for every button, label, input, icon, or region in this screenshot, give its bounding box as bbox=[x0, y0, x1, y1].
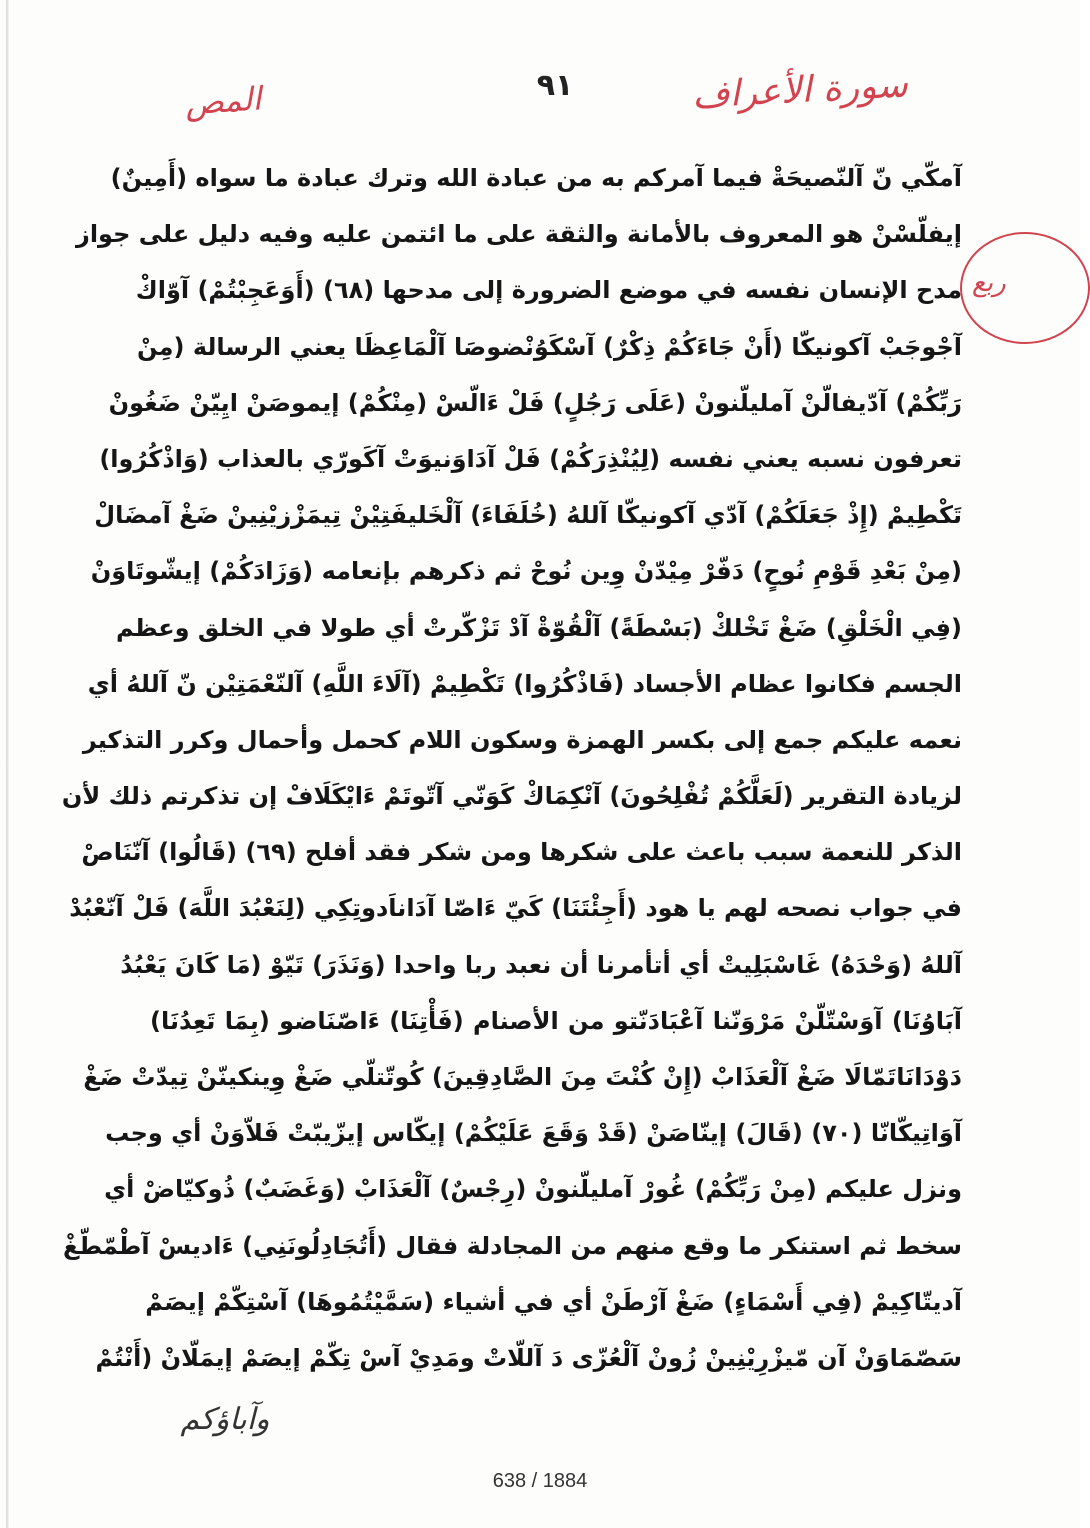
page-edge-shadow bbox=[6, 0, 9, 1528]
page-counter: 638 / 1884 bbox=[492, 1470, 588, 1492]
text-line: تعرفون نسبه يعني نفسه (لِيُنْذِرَكُمْ) فَلْ آدَاوَنيوَتْ آكَورّي بالعذاب (وَاذْكُرُوا) bbox=[99, 444, 962, 473]
text-line: في جواب نصحه لهم يا هود (أَجِئْتَنَا) كَيّ ءَاصّا آدَاناَدوتِكِي (لِنَعْبُدَ اللَّهَ) فَلْ آنّعْبُدْ bbox=[69, 894, 962, 923]
body-text bbox=[61, 150, 962, 1386]
text-line: إيفلّسْنْ هو المعروف بالأمانة والثقة على ما ائتمن عليه وفيه دليل على جواز bbox=[76, 220, 962, 249]
side-handwritten-note: المص bbox=[183, 79, 263, 123]
text-line: آديتّاكِيمْ (فِي أَسْمَاءٍ) ضَغْ آرْطَنْ أي في أشياء (سَمَّيْتُمُوهَا) آسْتِكّمْ إيصَمْ bbox=[145, 1287, 962, 1316]
page-number: ٩١ bbox=[536, 68, 574, 103]
text-line: آجْوجَبْ آكونيكّا (أَنْ جَاءَكُمْ ذِكْرٌ) آسْكَوُنْضوصَا آلْمَاعِظَا يعني الرسالة (مِنْ bbox=[137, 332, 962, 361]
margin-note-text: ربع bbox=[972, 268, 1006, 298]
text-line: دَوْدَانَاتَمّالَا ضَغْ آلْعَذَابْ (إِنْ كُنْتَ مِنَ الصَّادِقِينَ) كُوتّتلّي ضَغْ وِينكينّنْ تِيدّتْ ضَغْ bbox=[83, 1063, 962, 1091]
text-line: تَكْطِيمْ (إِذْ جَعَلَكُمْ) آدّي آكونيكّا آللهُ (خُلَفَاءَ) آلْخَليفَتِيْنْ تِيمَزْزيْنِينْ ضَغْ آمضَالْ bbox=[94, 501, 962, 530]
text-line: نعمه عليكم جمع إلى بكسر الهمزة وسكون اللام كحمل وأحمال وكرر التذكير bbox=[82, 725, 962, 754]
text-line: آبَاوُنَا) آوَسْتّلّنْ مَرْوَنّنا آعْبَادَنّتو من الأصنام (فَأْتِنَا) ءَاصّنَاضو (بِمَا تَعِدُنَا) bbox=[150, 1006, 962, 1035]
text-line: سخط ثم استنكر ما وقع منهم من المجادلة فقال (أَتُجَادِلُونَنِي) ءَاديسْ آطْمّطّغْ bbox=[62, 1231, 962, 1260]
text-line: لزيادة التقرير (لَعَلَّكُمْ تُفْلِحُونَ) آنْكِمَاكْ كَوَنّي آتّوتَمْ ءَايْكَلَافْ إن تذكرتم ذلك لأن bbox=[61, 782, 962, 811]
text-line: (مِنْ بَعْدِ قَوْمِ نُوحٍ) دَفّرْ مِيْدّنْ وِين نُوحْ ثم ذكرهم بإنعامه (وَزَادَكُمْ) إيشّوتَاوَنْ bbox=[90, 557, 962, 586]
surah-handwritten-note: سورة الأعراف bbox=[691, 64, 909, 117]
text-line: الذكر للنعمة سبب باعث على شكرها ومن شكر فقد أفلح (٦٩) (قَالُوا) آنّنَاصْ bbox=[81, 838, 962, 867]
handwritten-catchword: وآباؤكم bbox=[180, 1402, 270, 1437]
text-line: آوَاتِيكّانّا (٧٠) (قَالَ) إينّاصَنْ (قَدْ وَقَعَ عَلَيْكُمْ) إيكّاس إيزّيبّتْ فَلاّوَنْ أي وجب bbox=[105, 1119, 962, 1148]
text-line: رَبِّكُمْ) آدّيفالّنْ آمليلّنونْ (عَلَى رَجُلٍ) فَلْ ءَالّسْ (مِنْكُمْ) إيموصَنْ ايِيّنْ ضَغُونْ bbox=[108, 388, 962, 417]
text-line: ونزل عليكم (مِنْ رَبِّكُمْ) غُورْ آمليلّنونْ (رِجْسٌ) آلْعَذَابْ (وَغَضَبٌ) ذُوكيّاضْ أي bbox=[104, 1175, 962, 1204]
text-line: (فِي الْخَلْقِ) ضَغْ تَخْلكْ (بَسْطَةً) آلْقُوّةْ آدْ تَزْكّرتْ أي طولا في الخلق وعظم bbox=[116, 613, 962, 642]
text-line: آللهُ (وَحْدَهُ) غَاسْبَلِيتْ أي أتأمرنا أن نعبد ربا واحدا (وَنَذَرَ) تَيّوْ (مَا كَانَ يَعْبُدُ bbox=[120, 950, 962, 979]
text-line: مدح الإنسان نفسه في موضع الضرورة إلى مدحها (٦٨) (أَوَعَجِبْتُمْ) آوّاكْ bbox=[135, 276, 962, 305]
text-line: آمكّي نّ آلنّصيحَةْ فيما آمركم به من عبادة الله وترك عبادة ما سواه (أَمِينٌ) bbox=[110, 164, 962, 192]
margin-circle-note bbox=[960, 232, 1090, 344]
text-line: الجسم فكانوا عظام الأجساد (فَاذْكُرُوا) تَكْطِيمْ (آلَاءَ اللَّهِ) آلنّعْمَتِيْن نّ آللهُ أي bbox=[87, 669, 962, 698]
text-line: سَصّمَاوَنْ آن مّيزْرِيْنِينْ زُونْ آلْعُزّى دَ آللّاتْ ومَدِيْ آسْ تِكّمْ إيصَمْ إيمَلّانْ (أَنْتُمْ bbox=[95, 1343, 962, 1372]
